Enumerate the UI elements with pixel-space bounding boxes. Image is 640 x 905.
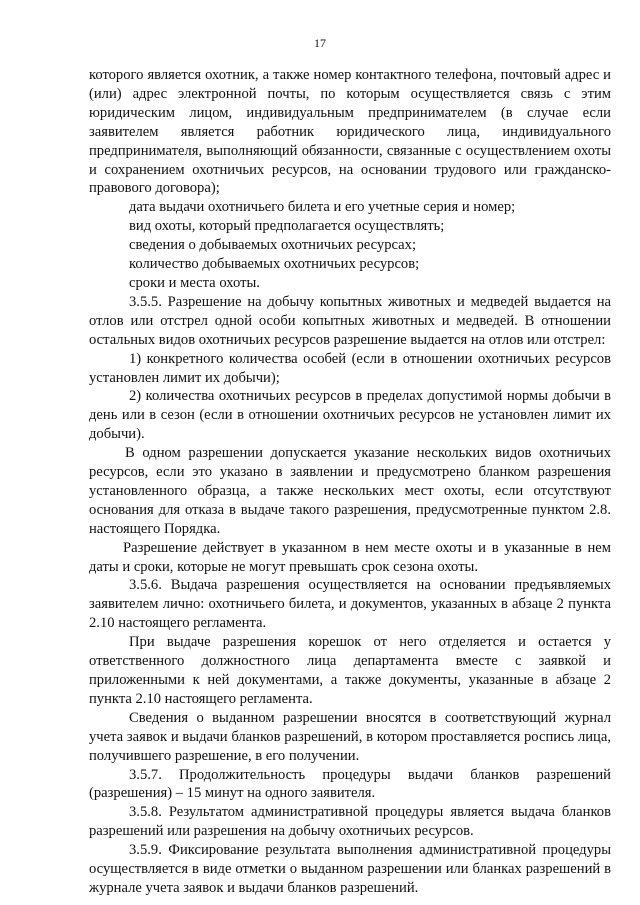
paragraph: которого является охотник, а также номер контактного телефона, почтовый адрес и (или) адрес электронной почты, по которым осуществляется связь с этим юридическим лицом, индивидуальным предпринимателем (в случае если заявителем является работник юридического лица, индивидуального предпринимателя, выполняющий обязанности, связанные с осуществлением охоты и сохранением охотничьих ресурсов, на основании трудового или гражданско-правового договора); (89, 67, 611, 197)
paragraph: сроки и места охоты. (129, 274, 260, 291)
paragraph: 3.5.5. Разрешение на добычу копытных животных и медведей выдается на отлов или отстрел одной особи копытных животных и медведей. В отношении остальных видов охотничьих ресурсов разрешение выдается на отлов или отстрел: (89, 293, 611, 348)
page-number: 17 (314, 36, 326, 50)
paragraph: В одном разрешении допускается указание нескольких видов охотничьих ресурсов, если это указано в заявлении и предусмотрено бланком разрешения установленного образца, а также нескольких мест охоты, если отсутствуют основания для отказа в выдаче такого разрешения, предусмотренные пунктом 2.8. настоящего Порядка. (89, 445, 611, 537)
paragraph: вид охоты, который предполагается осуществлять; (129, 218, 445, 235)
paragraph: сведения о добываемых охотничьих ресурсах; (129, 237, 417, 254)
paragraph: При выдаче разрешения корешок от него отделяется и остается у ответственного должностного лица департамента вместе с заявкой и приложенными к ней документами, а также документы, указанные в абзаце 2 пункта 2.10 настоящего регламента. (89, 634, 611, 707)
paragraph: 3.5.7. Продолжительность процедуры выдачи бланков разрешений (разрешения) – 15 минут на одного заявителя. (89, 766, 611, 802)
paragraph: 3.5.9. Фиксирование результата выполнения административной процедуры осуществляется в виде отметки о выданном разрешении или бланках разрешений в журнале учета заявок и выдачи бланков разрешений. (89, 842, 611, 896)
document-body (89, 66, 611, 898)
paragraph: дата выдачи охотничьего билета и его учетные серия и номер; (129, 199, 516, 216)
paragraph: 3.5.6. Выдача разрешения осуществляется на основании предъявляемых заявителем лично: охотничьего билета, и документов, указанных в абзаце 2 пункта 2.10 настоящего регламента. (89, 577, 611, 632)
paragraph: Разрешение действует в указанном в нем месте охоты и в указанные в нем даты и сроки, которые не могут превышать срок сезона охоты. (89, 539, 611, 575)
paragraph: 2) количества охотничьих ресурсов в пределах допустимой нормы добычи в день или в сезон (если в отношении охотничьих ресурсов не установлен лимит их добычи). (89, 388, 611, 443)
paragraph: 1) конкретного количества особей (если в отношении охотничьих ресурсов установлен лимит их добычи); (89, 350, 611, 386)
paragraph: 3.5.8. Результатом административной процедуры является выдача бланков разрешений или разрешения на добычу охотничьих ресурсов. (89, 804, 611, 840)
paragraph: количество добываемых охотничьих ресурсов; (129, 256, 420, 273)
paragraph: Сведения о выданном разрешении вносятся в соответствующий журнал учета заявок и выдачи бланков разрешений, в котором проставляется роспись лица, получившего разрешение, в его получении. (89, 709, 611, 764)
